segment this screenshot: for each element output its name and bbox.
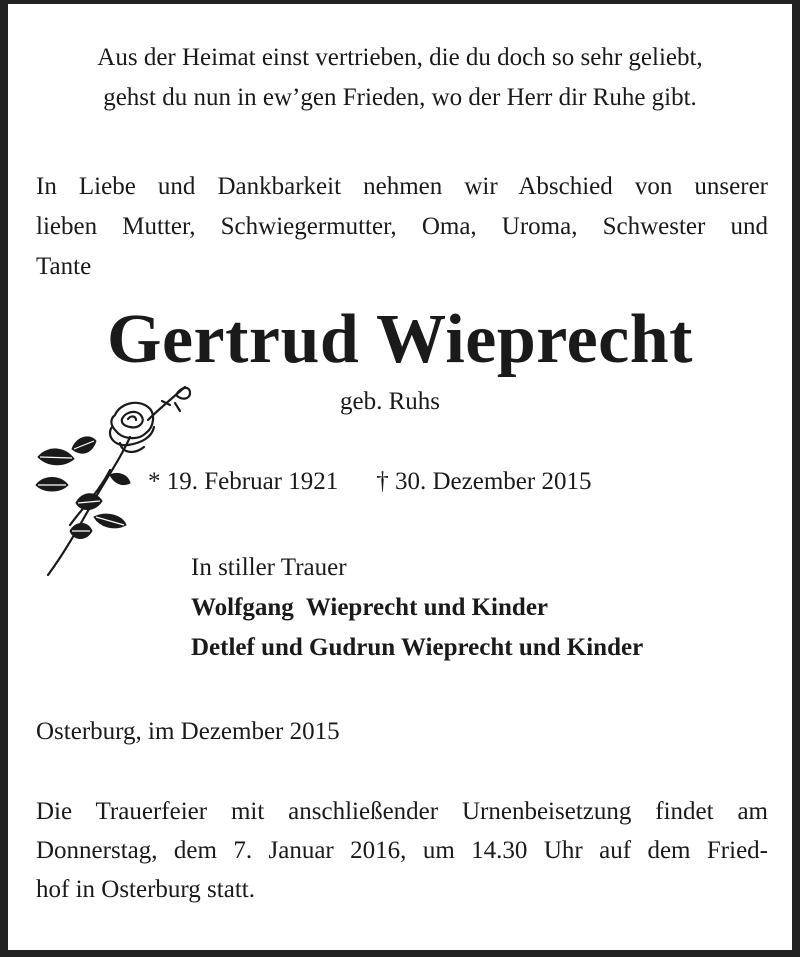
- birth-date: * 19. Februar 1921: [148, 468, 339, 495]
- intro-line: lieben Mutter, Schwiegermutter, Oma, Uroma, Schwester und: [36, 213, 768, 240]
- intro-text: [36, 167, 768, 287]
- poem: [8, 38, 792, 118]
- funeral-line: hof in Osterburg statt.: [36, 876, 255, 903]
- intro-line: In Liebe und Dankbarkeit nehmen wir Abschied von unserer: [36, 173, 768, 200]
- mourner-line: Wolfgang Wieprecht und Kinder: [191, 594, 549, 621]
- birth-name: geb. Ruhs: [340, 388, 440, 415]
- mourner-line: Detlef und Gudrun Wieprecht und Kinder: [191, 634, 644, 661]
- intro-line: Tante: [36, 253, 92, 280]
- funeral-line: Die Trauerfeier mit anschließender Urnenbeisetzung findet am: [36, 798, 768, 825]
- place-date: Osterburg, im Dezember 2015: [36, 718, 340, 745]
- death-date: † 30. Dezember 2015: [376, 468, 592, 495]
- funeral-notice: [36, 792, 768, 909]
- funeral-line: Donnerstag, dem 7. Januar 2016, um 14.30 Uhr auf dem Fried-: [36, 837, 768, 864]
- poem-line: Aus der Heimat einst vertrieben, die du doch so sehr geliebt,: [97, 44, 703, 71]
- deceased-name: Gertrud Wieprecht: [107, 301, 693, 378]
- life-dates: [148, 462, 591, 502]
- poem-line: gehst du nun in ew’gen Frieden, wo der Herr dir Ruhe gibt.: [103, 84, 697, 111]
- mourners-block: [191, 548, 643, 668]
- mourners-heading: In stiller Trauer: [191, 554, 347, 581]
